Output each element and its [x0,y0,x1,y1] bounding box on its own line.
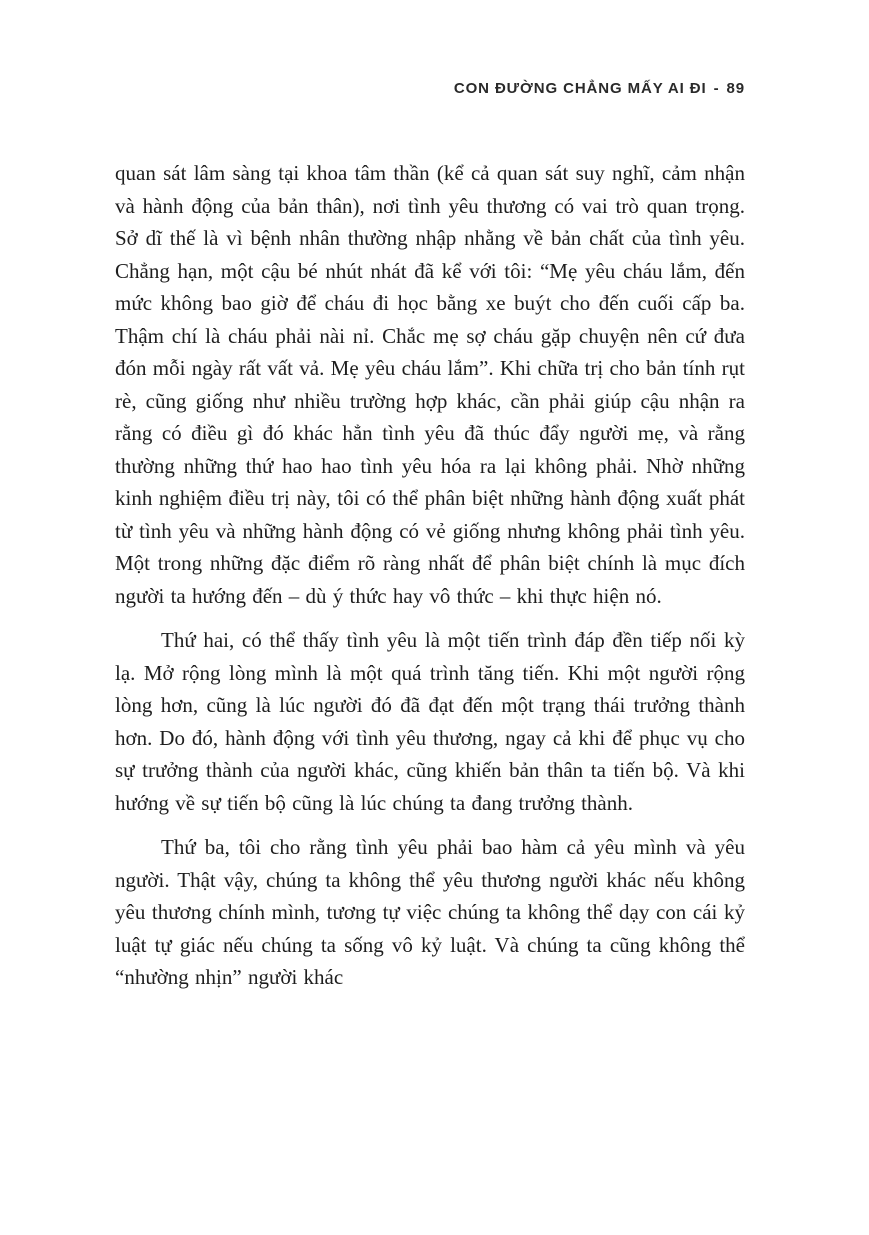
page-body-text [115,157,745,994]
paragraph-third-point: Thứ ba, tôi cho rằng tình yêu phải bao hàm cả yêu mình và yêu người. Thật vậy, chúng ta không thể yêu thương người khác nếu không yêu thương chính mình, tương tự việc chúng ta không thể dạy con cái kỷ luật tự giác nếu chúng ta sống vô kỷ luật. Và chúng ta cũng không thể “nhường nhịn” người khác [115,835,745,989]
paragraph-second-point: Thứ hai, có thể thấy tình yêu là một tiến trình đáp đền tiếp nối kỳ lạ. Mở rộng lòng mình là một quá trình tăng tiến. Khi một người rộng lòng hơn, cũng là lúc người đó đã đạt đến một trạng thái trưởng thành hơn. Do đó, hành động với tình yêu thương, ngay cả khi để phục vụ cho sự trưởng thành của người khác, cũng khiến bản thân ta tiến bộ. Và khi hướng về sự tiến bộ cũng là lúc chúng ta đang trưởng thành. [115,628,745,815]
running-header-separator: - [713,80,720,97]
running-header-title: CON ĐƯỜNG CHẲNG MẤY AI ĐI [453,80,707,97]
running-header-page-number: 89 [726,80,745,97]
paragraph-continuation: quan sát lâm sàng tại khoa tâm thần (kể cả quan sát suy nghĩ, cảm nhận và hành động của bản thân), nơi tình yêu thương có vai trò quan trọng. Sở dĩ thế là vì bệnh nhân thường nhập nhằng về bản chất của tình yêu. Chẳng hạn, một cậu bé nhút nhát đã kể với tôi: “Mẹ yêu cháu lắm, đến mức không bao giờ để cháu đi học bằng xe buýt cho đến cuối cấp ba. Thậm chí là cháu phải nài nỉ. Chắc mẹ sợ cháu gặp chuyện nên cứ đưa đón mỗi ngày rất vất vả. Mẹ yêu cháu lắm”. Khi chữa trị cho bản tính rụt rè, cũng giống như nhiều trường hợp khác, cần phải giúp cậu nhận ra rằng có điều gì đó khác hẳn tình yêu đã thúc đẩy người mẹ, và rằng thường những thứ hao hao tình yêu hóa ra lại không phải. Nhờ những kinh nghiệm điều trị này, tôi có thể phân biệt những hành động xuất phát từ tình yêu và những hành động có vẻ giống nhưng không phải tình yêu. Một trong những đặc điểm rõ ràng nhất để phân biệt chính là mục đích người ta hướng đến – dù ý thức hay vô thức – khi thực hiện nó. [115,161,745,608]
running-header [115,80,745,97]
